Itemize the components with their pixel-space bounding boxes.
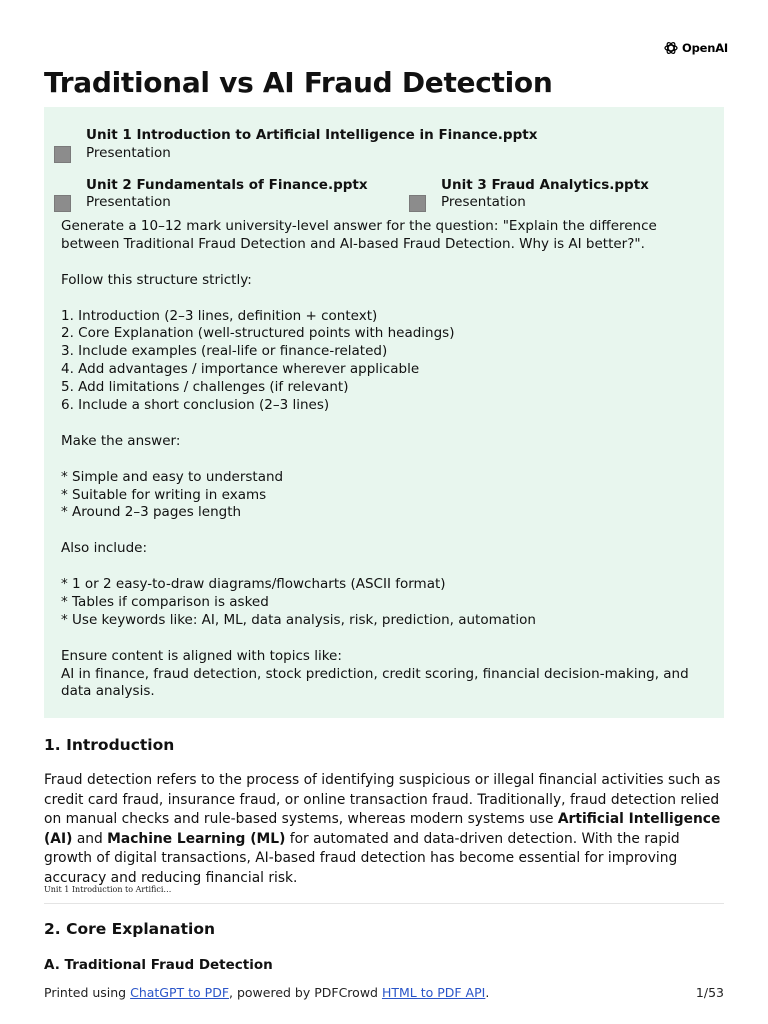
section-heading-introduction: 1. Introduction — [44, 736, 175, 754]
keyword-ai: Artificial Intelligence (AI) — [44, 811, 721, 847]
attachment-type: Presentation — [441, 194, 526, 210]
file-icon — [409, 195, 426, 212]
subheading-traditional: A. Traditional Fraud Detection — [44, 957, 273, 973]
prompt-structure-label: Follow this structure strictly: — [61, 271, 252, 288]
file-icon — [54, 195, 71, 212]
citation-footnote[interactable]: Unit 1 Introduction to Artifici… — [44, 885, 172, 894]
prompt-line: * Around 2–3 pages length — [61, 504, 242, 521]
prompt-line: * Use keywords like: AI, ML, data analysis, risk, prediction, automation — [61, 611, 536, 628]
attachment-type: Presentation — [86, 145, 171, 161]
attachment-type: Presentation — [86, 194, 171, 210]
prompt-line: * Simple and easy to understand — [61, 468, 284, 485]
divider — [44, 903, 724, 904]
chatgpt-to-pdf-link[interactable]: ChatGPT to PDF — [130, 985, 230, 1000]
prompt-line: 6. Include a short conclusion (2–3 lines) — [61, 397, 330, 414]
file-icon — [54, 146, 71, 163]
prompt-line: 3. Include examples (real-life or finance-related) — [61, 343, 388, 360]
prompt-line: * Tables if comparison is asked — [61, 593, 269, 610]
prompt-ensure-text: AI in finance, fraud detection, stock prediction, credit scoring, financial decision-making, and data analysis. — [61, 665, 693, 700]
attachment-name: Unit 2 Fundamentals of Finance.pptx — [86, 177, 368, 193]
brand-name: OpenAI — [682, 41, 728, 55]
prompt-also-label: Also include: — [61, 540, 148, 557]
keyword-ml: Machine Learning (ML) — [107, 830, 286, 847]
html-to-pdf-api-link[interactable]: HTML to PDF API — [381, 985, 486, 1000]
section-heading-core: 2. Core Explanation — [44, 920, 215, 938]
prompt-line: 2. Core Explanation (well-structured points with headings) — [61, 325, 455, 342]
prompt-line: * Suitable for writing in exams — [61, 486, 267, 503]
prompt-line: * 1 or 2 easy-to-draw diagrams/flowcharts (ASCII format) — [61, 576, 446, 593]
prompt-make-label: Make the answer: — [61, 432, 181, 449]
attachment-name: Unit 3 Fraud Analytics.pptx — [441, 177, 649, 193]
introduction-paragraph: Fraud detection refers to the process of identifying suspicious or illegal financial activities such as credit card fraud, insurance fraud, or online transaction fraud. Traditionally, fraud detection relied on manual checks and rule-based systems, whereas modern systems use Artificial Intelligence (AI) and Machine Learning (ML) for automated and data-driven detection. With the rapid growth of digital transactions, AI-based fraud detection has become essential for improving accuracy and reducing financial risk. — [44, 772, 721, 886]
prompt-ensure-label: Ensure content is aligned with topics like: — [61, 647, 342, 664]
attachment-name: Unit 1 Introduction to Artificial Intelligence in Finance.pptx — [86, 127, 538, 143]
prompt-line: 5. Add limitations / challenges (if relevant) — [61, 379, 349, 396]
prompt-text — [61, 218, 711, 701]
print-footer: Printed using ChatGPT to PDF, powered by PDFCrowd HTML to PDF API. — [44, 985, 490, 1000]
page-title: Traditional vs AI Fraud Detection — [44, 66, 553, 99]
prompt-line: 1. Introduction (2–3 lines, definition + context) — [61, 307, 378, 324]
openai-brand — [663, 40, 728, 56]
openai-logo-icon — [663, 40, 679, 56]
prompt-intro: Generate a 10–12 mark university-level answer for the question: "Explain the difference between Traditional Fraud Detection and AI-based Fraud Detection. Why is AI better?". — [61, 218, 662, 252]
page-number: 1/53 — [695, 985, 724, 1000]
prompt-line: 4. Add advantages / importance wherever applicable — [61, 361, 420, 378]
